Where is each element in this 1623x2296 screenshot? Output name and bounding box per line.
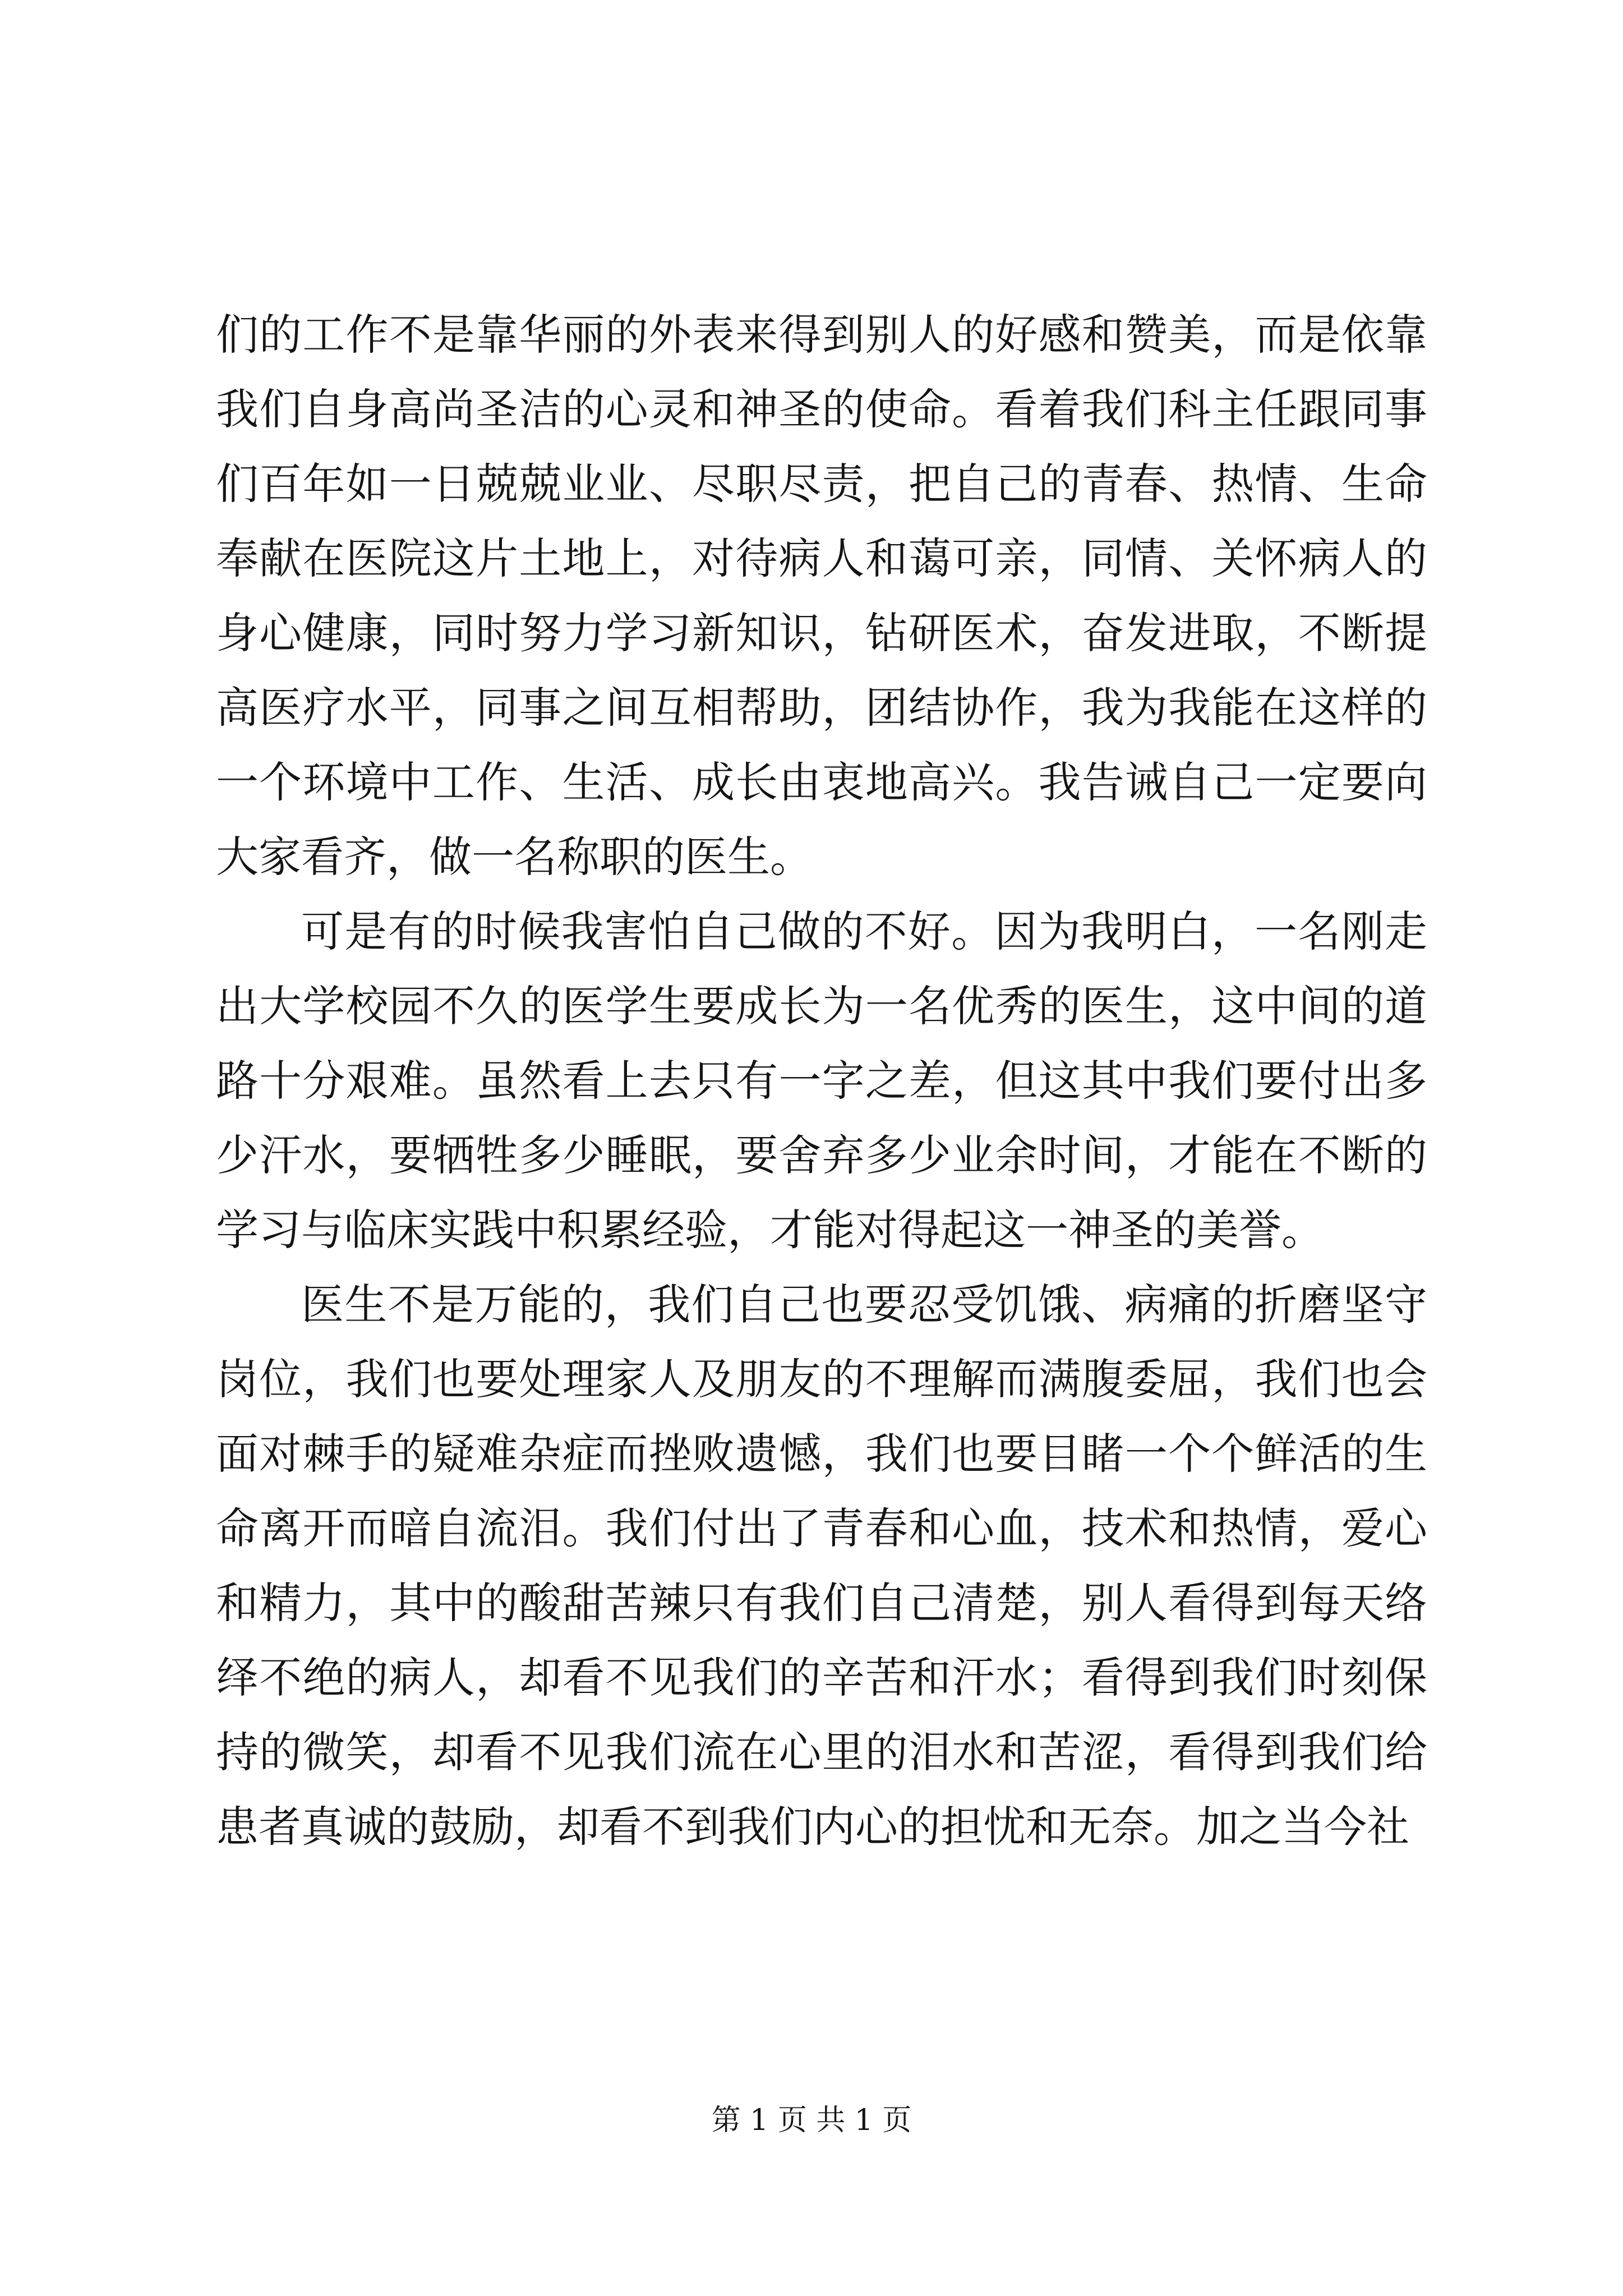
page-footer: 第 1 页 共 1 页 [711, 2104, 912, 2137]
paragraph-continuation: 们的工作不是靠华丽的外表来得到别人的好感和赞美，而是依靠我们自身高尚圣洁的心灵和神圣的使命。看着我们科主任跟同事们百年如一日兢兢业业、尽职尽责，把自己的青春、热情、生命奉献在医院这片土地上，对待病人和蔼可亲，同情、关怀病人的身心健康，同时努力学习新知识，钻研医术，奋发进取，不断提高医疗水平，同事之间互相帮助，团结协作，我为我能在这样的一个环境中工作、生活、成长由衷地高兴。我告诫自己一定要向大家看齐，做一名称职的医生。 [216, 310, 1427, 882]
paragraph-fear-of-failure: 可是有的时候我害怕自己做的不好。因为我明白，一名刚走出大学校园不久的医学生要成长为一名优秀的医生，这中间的道路十分艰难。虽然看上去只有一字之差，但这其中我们要付出多少汗水，要牺牲多少睡眠，要舍弃多少业余时间，才能在不断的学习与临床实践中积累经验，才能对得起这一神圣的美誉。 [216, 907, 1427, 1255]
paragraph-doctor-hardships: 医生不是万能的，我们自己也要忍受饥饿、病痛的折磨坚守岗位，我们也要处理家人及朋友的不理解而满腹委屈，我们也会面对棘手的疑难杂症而挫败遗憾，我们也要目睹一个个鲜活的生命离开而暗自流泪。我们付出了青春和心血，技术和热情，爱心和精力，其中的酸甜苦辣只有我们自己清楚，别人看得到每天络绎不绝的病人，却看不见我们的辛苦和汗水；看得到我们时刻保持的微笑，却看不见我们流在心里的泪水和苦涩，看得到我们给患者真诚的鼓励，却看不到我们内心的担忧和无奈。加之当今社 [216, 1280, 1427, 1852]
document-body [216, 297, 1427, 1864]
